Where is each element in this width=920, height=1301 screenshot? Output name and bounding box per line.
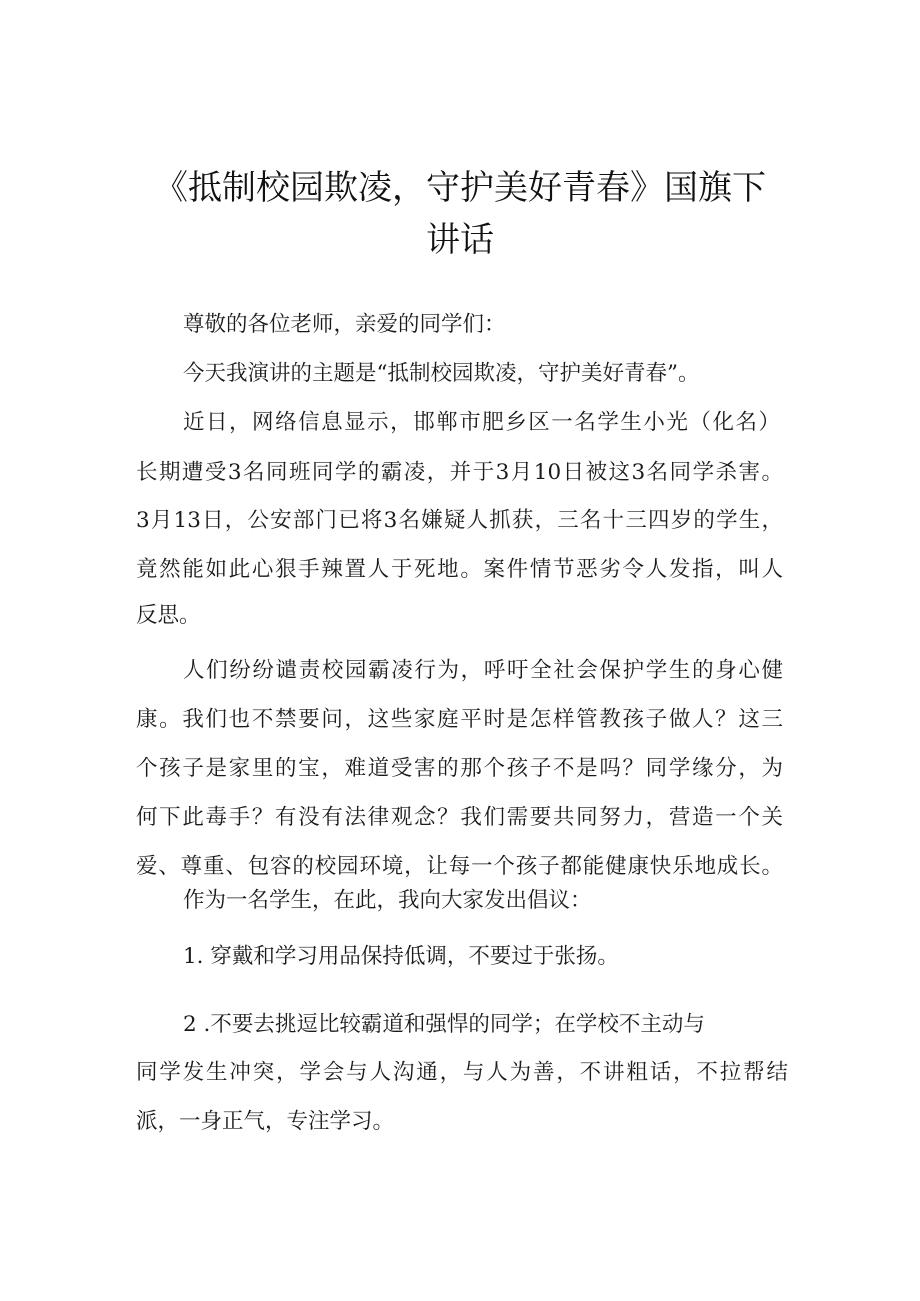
paragraph-2-line-5: 爱、尊重、包容的校园环境，让每一个孩子都能健康快乐地成长。 xyxy=(136,854,783,879)
document-title-line-2: 讲话 xyxy=(426,220,494,260)
paragraph-1-line-5: 反思。 xyxy=(136,603,201,628)
document-title-line-1: 《抵制校园欺凌，守护美好青春》国旗下 xyxy=(154,168,766,208)
paragraph-2-line-1: 人们纷纷谴责校园霸凌行为，呼吁全社会保护学生的身心健 xyxy=(183,658,783,683)
paragraph-1-line-3: 3月13日，公安部门已将3名嫌疑人抓获，三名十三四岁的学生， xyxy=(136,508,783,533)
proposal-item-1: 1. 穿戴和学习用品保持低调，不要过于张扬。 xyxy=(183,944,619,969)
paragraph-1-line-4: 竟然能如此心狠手辣置人于死地。案件情节恶劣令人发指，叫人 xyxy=(136,557,783,582)
paragraph-2-line-3: 个孩子是家里的宝，难道受害的那个孩子不是吗？同学缘分，为 xyxy=(136,756,783,781)
paragraph-2-line-4: 何下此毒手？有没有法律观念？我们需要共同努力，营造一个关 xyxy=(136,805,783,830)
paragraph-2-line-2: 康。我们也不禁要问，这些家庭平时是怎样管教孩子做人？这三 xyxy=(136,707,783,732)
proposal-item-2-line-1: 2 .不要去挑逗比较霸道和强悍的同学；在学校不主动与 xyxy=(183,1012,705,1037)
paragraph-1-line-1: 近日，网络信息显示，邯郸市肥乡区一名学生小光（化名） xyxy=(183,410,780,435)
proposal-item-2-line-3: 派，一身正气，专注学习。 xyxy=(136,1109,395,1134)
proposal-item-2-line-2: 同学发生冲突，学会与人沟通，与人为善，不讲粗话，不拉帮结 xyxy=(136,1060,788,1085)
proposal-intro-line: 作为一名学生，在此，我向大家发出倡议： xyxy=(183,888,592,913)
salutation-line: 尊敬的各位老师，亲爱的同学们： xyxy=(183,312,506,337)
paragraph-1-line-2: 长期遭受3名同班同学的霸凌，并于3月10日被这3名同学杀害。 xyxy=(136,460,783,485)
topic-line: 今天我演讲的主题是“抵制校园欺凌，守护美好青春”。 xyxy=(183,361,700,386)
